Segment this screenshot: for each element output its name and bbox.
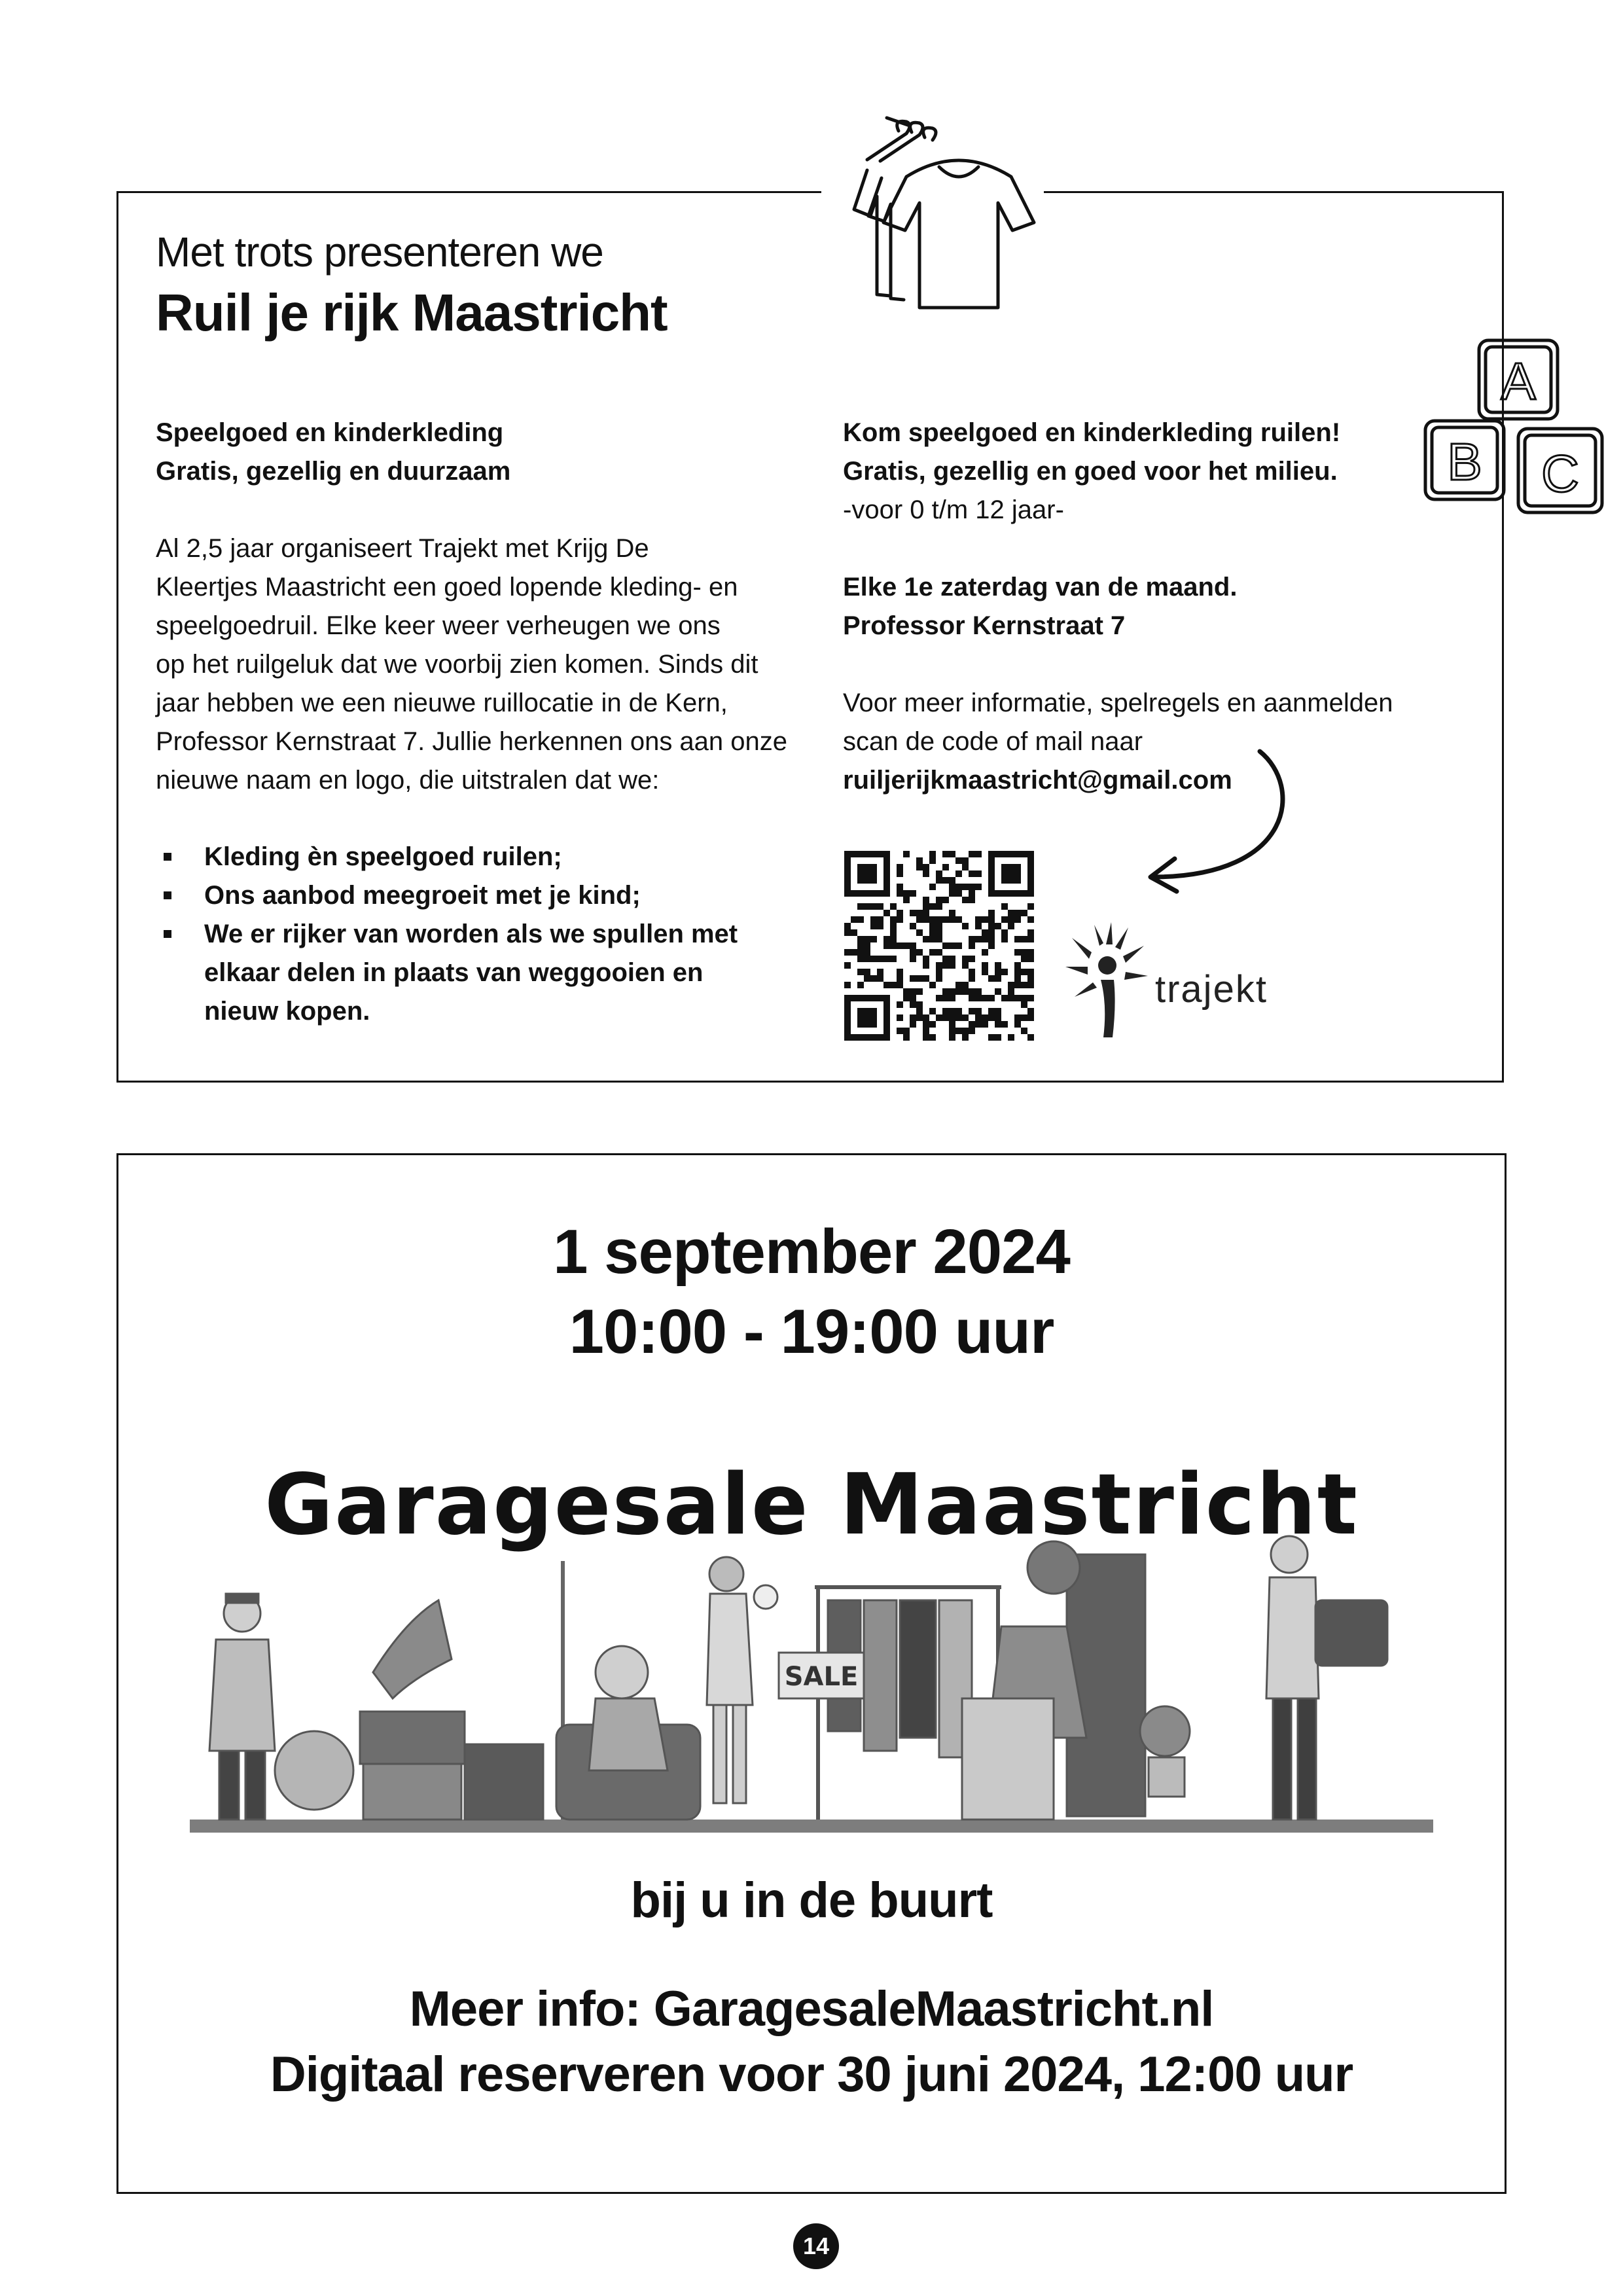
bullet-item: Ons aanbod meegroeit met je kind;: [156, 876, 810, 915]
tagline: bij u in de buurt: [630, 1873, 993, 1928]
bullet-list: [156, 838, 810, 1031]
event-date-time: [116, 1212, 1507, 1372]
event-time: 10:00 - 19:00 uur: [569, 1297, 1054, 1367]
body-line: op het ruilgeluk dat we voorbij zien komen. Sinds dit: [156, 650, 758, 679]
bullet-item: We er rijker van worden als we spullen met elkaar delen in plaats van weggooien en nieuw kopen.: [156, 915, 754, 1031]
right-line-1: Kom speelgoed en kinderkleding ruilen!: [843, 418, 1341, 447]
body-line: speelgoedruil. Elke keer weer verheugen we ons: [156, 611, 721, 640]
right-line-2: Gratis, gezellig en goed voor het milieu.: [843, 457, 1338, 486]
svg-text:C: C: [1541, 444, 1579, 503]
address: Professor Kernstraat 7: [843, 611, 1126, 640]
body-line: jaar hebben we een nieuwe ruillocatie in de Kern,: [156, 689, 728, 717]
page-number: 14: [793, 2223, 839, 2269]
bullet-marker: [164, 891, 171, 899]
svg-text:A: A: [1501, 352, 1536, 410]
right-column: [843, 414, 1432, 800]
left-column: [156, 414, 810, 800]
ad-intro: Met trots presenteren we: [156, 228, 603, 276]
left-heading-1: Speelgoed en kinderkleding: [156, 418, 504, 447]
reserve-deadline: Digitaal reserveren voor 30 juni 2024, 12:00 uur: [270, 2047, 1353, 2102]
bullet-marker: [164, 930, 171, 938]
qr-code[interactable]: [844, 851, 1034, 1041]
svg-text:B: B: [1447, 433, 1482, 491]
body-line: Professor Kernstraat 7. Jullie herkennen ons aan onze: [156, 727, 788, 756]
age-range: -voor 0 t/m 12 jaar-: [843, 495, 1064, 524]
abc-blocks-icon: [1414, 337, 1610, 533]
sale-sign-text: SALE: [784, 1662, 859, 1692]
info-line-1: Voor meer informatie, spelregels en aanmelden: [843, 689, 1393, 717]
shirts-hanger-icon: [841, 105, 1050, 314]
body-line: Al 2,5 jaar organiseert Trajekt met Krijg De: [156, 534, 649, 563]
info-line-2: scan de code of mail naar: [843, 727, 1143, 756]
left-heading-2: Gratis, gezellig en duurzaam: [156, 457, 511, 486]
info-block: [116, 1977, 1507, 2108]
info-website[interactable]: Meer info: GaragesaleMaastricht.nl: [409, 1981, 1214, 2037]
garagesale-brand: Garagesale Maastricht: [264, 1456, 1359, 1554]
bullet-marker: [164, 853, 171, 861]
curved-arrow-icon: [1139, 746, 1309, 897]
event-date: 1 september 2024: [553, 1217, 1070, 1287]
bullet-item: Kleding èn speelgoed ruilen;: [156, 838, 810, 876]
schedule: Elke 1e zaterdag van de maand.: [843, 573, 1238, 601]
email-link[interactable]: ruiljerijkmaastricht@gmail.com: [843, 766, 1232, 795]
trajekt-logo-text: trajekt: [1155, 968, 1268, 1011]
ad-title: Ruil je rijk Maastricht: [156, 283, 668, 342]
body-line: nieuwe naam en logo, die uitstralen dat we:: [156, 766, 660, 795]
body-line: Kleertjes Maastricht een goed lopende kleding- en: [156, 573, 738, 601]
